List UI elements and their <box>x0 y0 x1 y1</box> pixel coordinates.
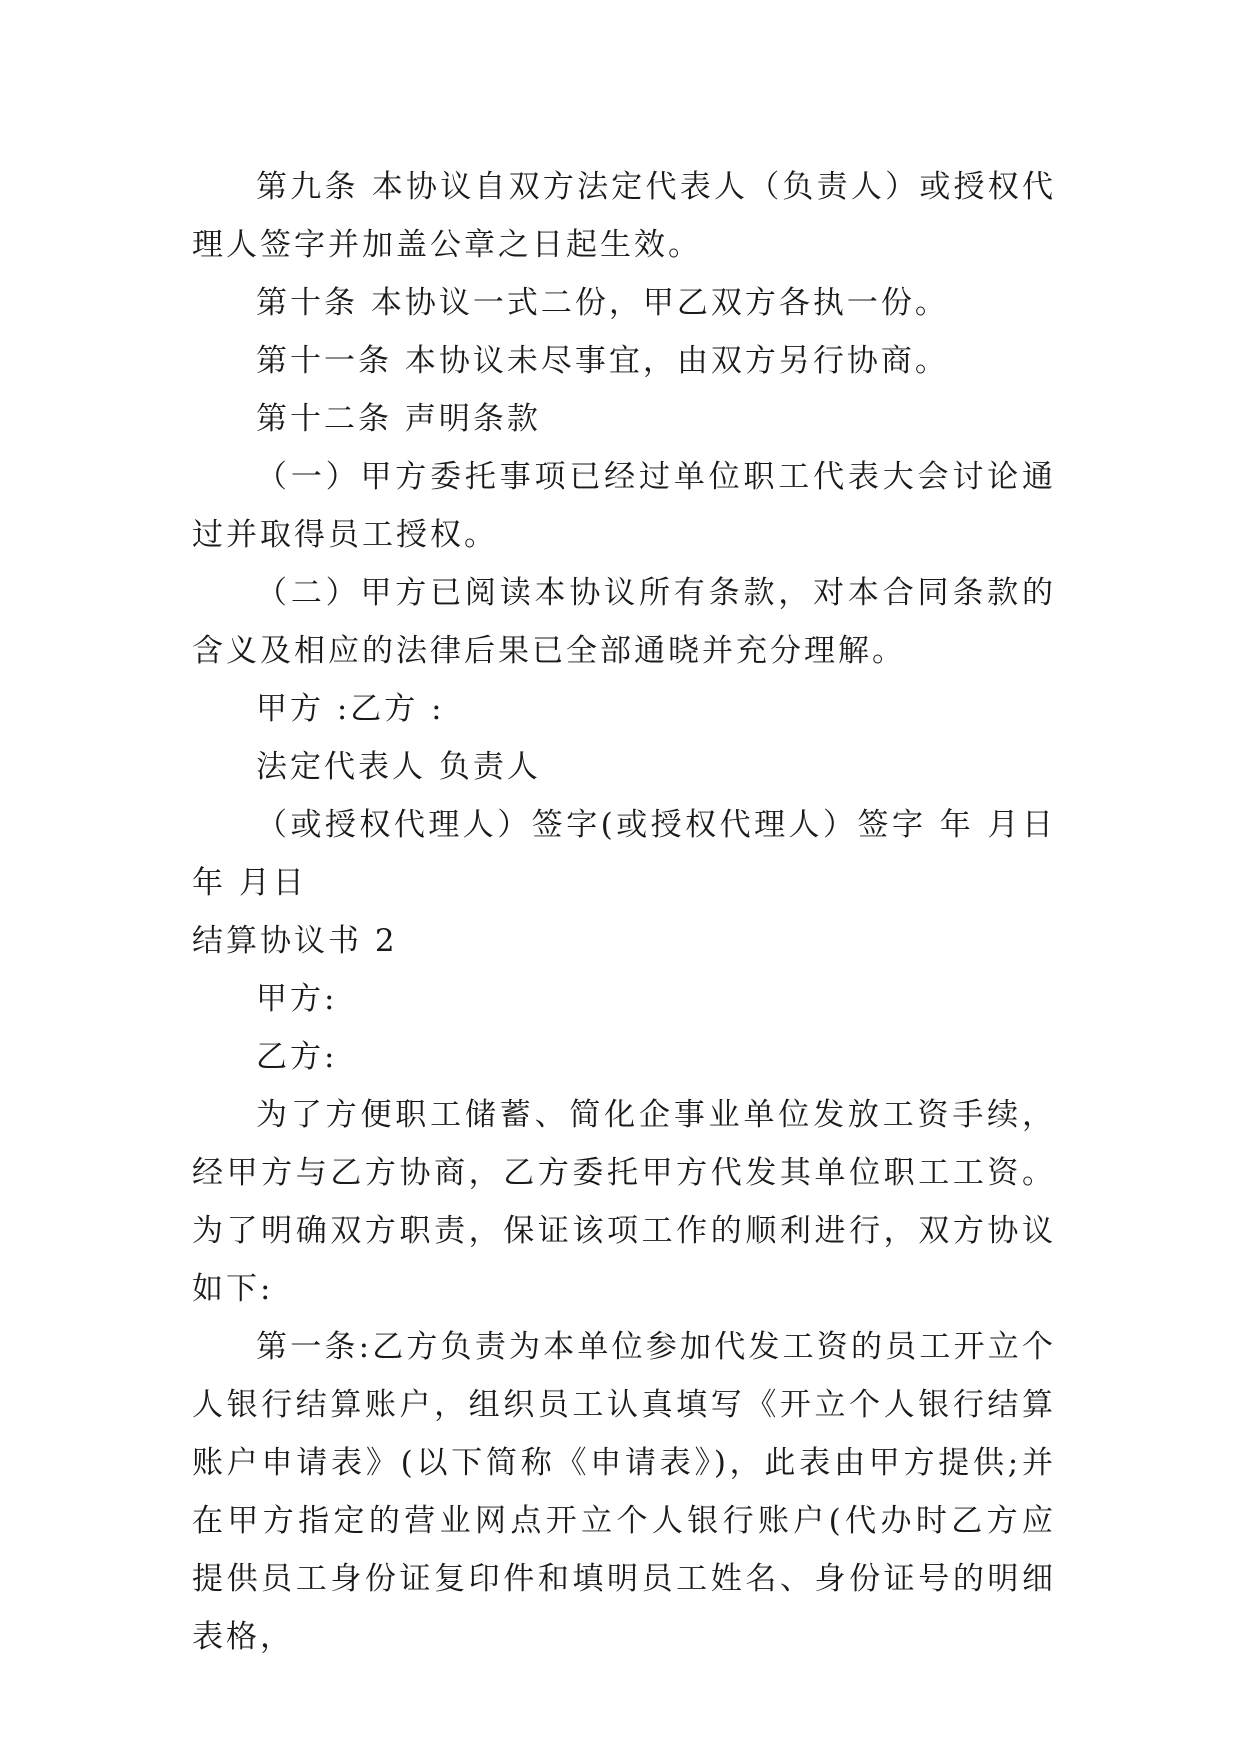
paragraph-article-9: 第九条 本协议自双方法定代表人（负责人）或授权代理人签字并加盖公章之日起生效。 <box>192 169 1056 263</box>
paragraph-parties: 甲方 :乙方 : <box>256 691 445 727</box>
section-heading: 结算协议书 2 <box>192 923 398 959</box>
paragraph-party-b: 乙方: <box>256 1039 338 1075</box>
paragraph-declaration-2: （二）甲方已阅读本协议所有条款，对本合同条款的含义及相应的法律后果已全部通晓并充分理解。 <box>192 575 1056 669</box>
paragraph-article-11: 第十一条 本协议未尽事宜，由双方另行协商。 <box>256 343 949 379</box>
paragraph-article-10: 第十条 本协议一式二份，甲乙双方各执一份。 <box>256 285 949 321</box>
paragraph-signatures: （或授权代理人）签字(或授权代理人）签字 年 月日 年 月日 <box>192 807 1056 901</box>
paragraph-preamble: 为了方便职工储蓄、简化企事业单位发放工资手续，经甲方与乙方协商，乙方委托甲方代发其单位职工工资。为了明确双方职责，保证该项工作的顺利进行，双方协议如下: <box>192 1097 1056 1307</box>
document-body <box>192 158 1056 1666</box>
paragraph-representatives: 法定代表人 负责人 <box>256 749 541 785</box>
paragraph-article-1: 第一条:乙方负责为本单位参加代发工资的员工开立个人银行结算账户，组织员工认真填写《开立个人银行结算账户申请表》(以下简称《申请表》)，此表由甲方提供;并在甲方指定的营业网点开立个人银行账户(代办时乙方应提供员工身份证复印件和填明员工姓名、身份证号的明细表格， <box>192 1329 1056 1655</box>
paragraph-party-a: 甲方: <box>256 981 338 1017</box>
paragraph-declaration-1: （一）甲方委托事项已经过单位职工代表大会讨论通过并取得员工授权。 <box>192 459 1056 553</box>
paragraph-article-12: 第十二条 声明条款 <box>256 401 541 437</box>
